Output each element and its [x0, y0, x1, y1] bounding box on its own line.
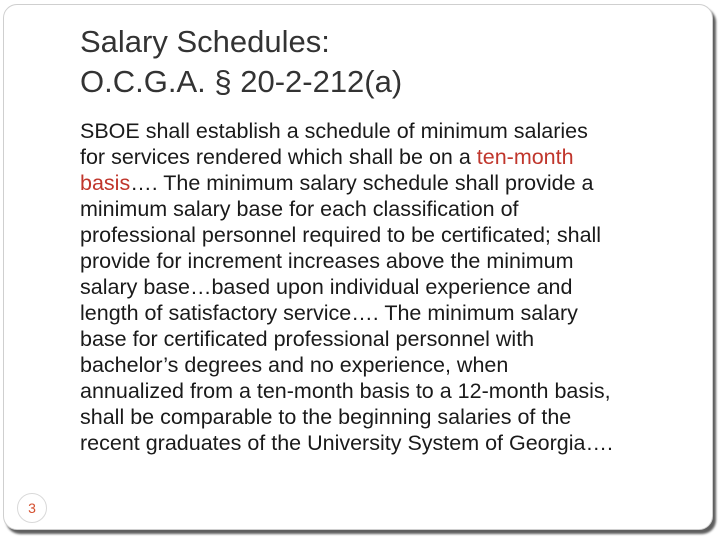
body-line-5: professional personnel required to be certificated; shall	[80, 223, 602, 247]
body-line-6: provide for increment increases above the minimum	[80, 249, 574, 273]
body-text	[80, 118, 680, 456]
title-line-1: Salary Schedules:	[80, 24, 330, 59]
slide-title	[80, 22, 680, 102]
body-line-1: SBOE shall establish a schedule of minimum salaries	[80, 119, 588, 143]
body-line-8: length of satisfactory service…. The minimum salary	[80, 301, 578, 325]
body-line-2-text: for services rendered which shall be on a	[80, 145, 477, 169]
title-line-2: O.C.G.A. § 20-2-212(a)	[80, 64, 403, 99]
body-line-4: minimum salary base for each classification of	[80, 197, 519, 221]
body-line-2	[80, 144, 680, 170]
body-line-3	[80, 170, 680, 196]
body-line-12: shall be comparable to the beginning salaries of the	[80, 405, 572, 429]
highlight-ten-month: ten-month	[476, 145, 574, 169]
body-line-3-text: …. The minimum salary schedule shall provide a	[130, 171, 594, 195]
body-line-7: salary base…based upon individual experience and	[80, 275, 573, 299]
highlight-basis: basis	[80, 171, 131, 195]
body-line-13: recent graduates of the University System of Georgia….	[80, 431, 613, 455]
body-line-11: annualized from a ten-month basis to a 12-month basis,	[80, 379, 611, 403]
body-line-10: bachelor’s degrees and no experience, when	[80, 353, 509, 377]
page-number-badge: 3	[17, 493, 47, 523]
body-line-9: base for certificated professional personnel with	[80, 327, 535, 351]
